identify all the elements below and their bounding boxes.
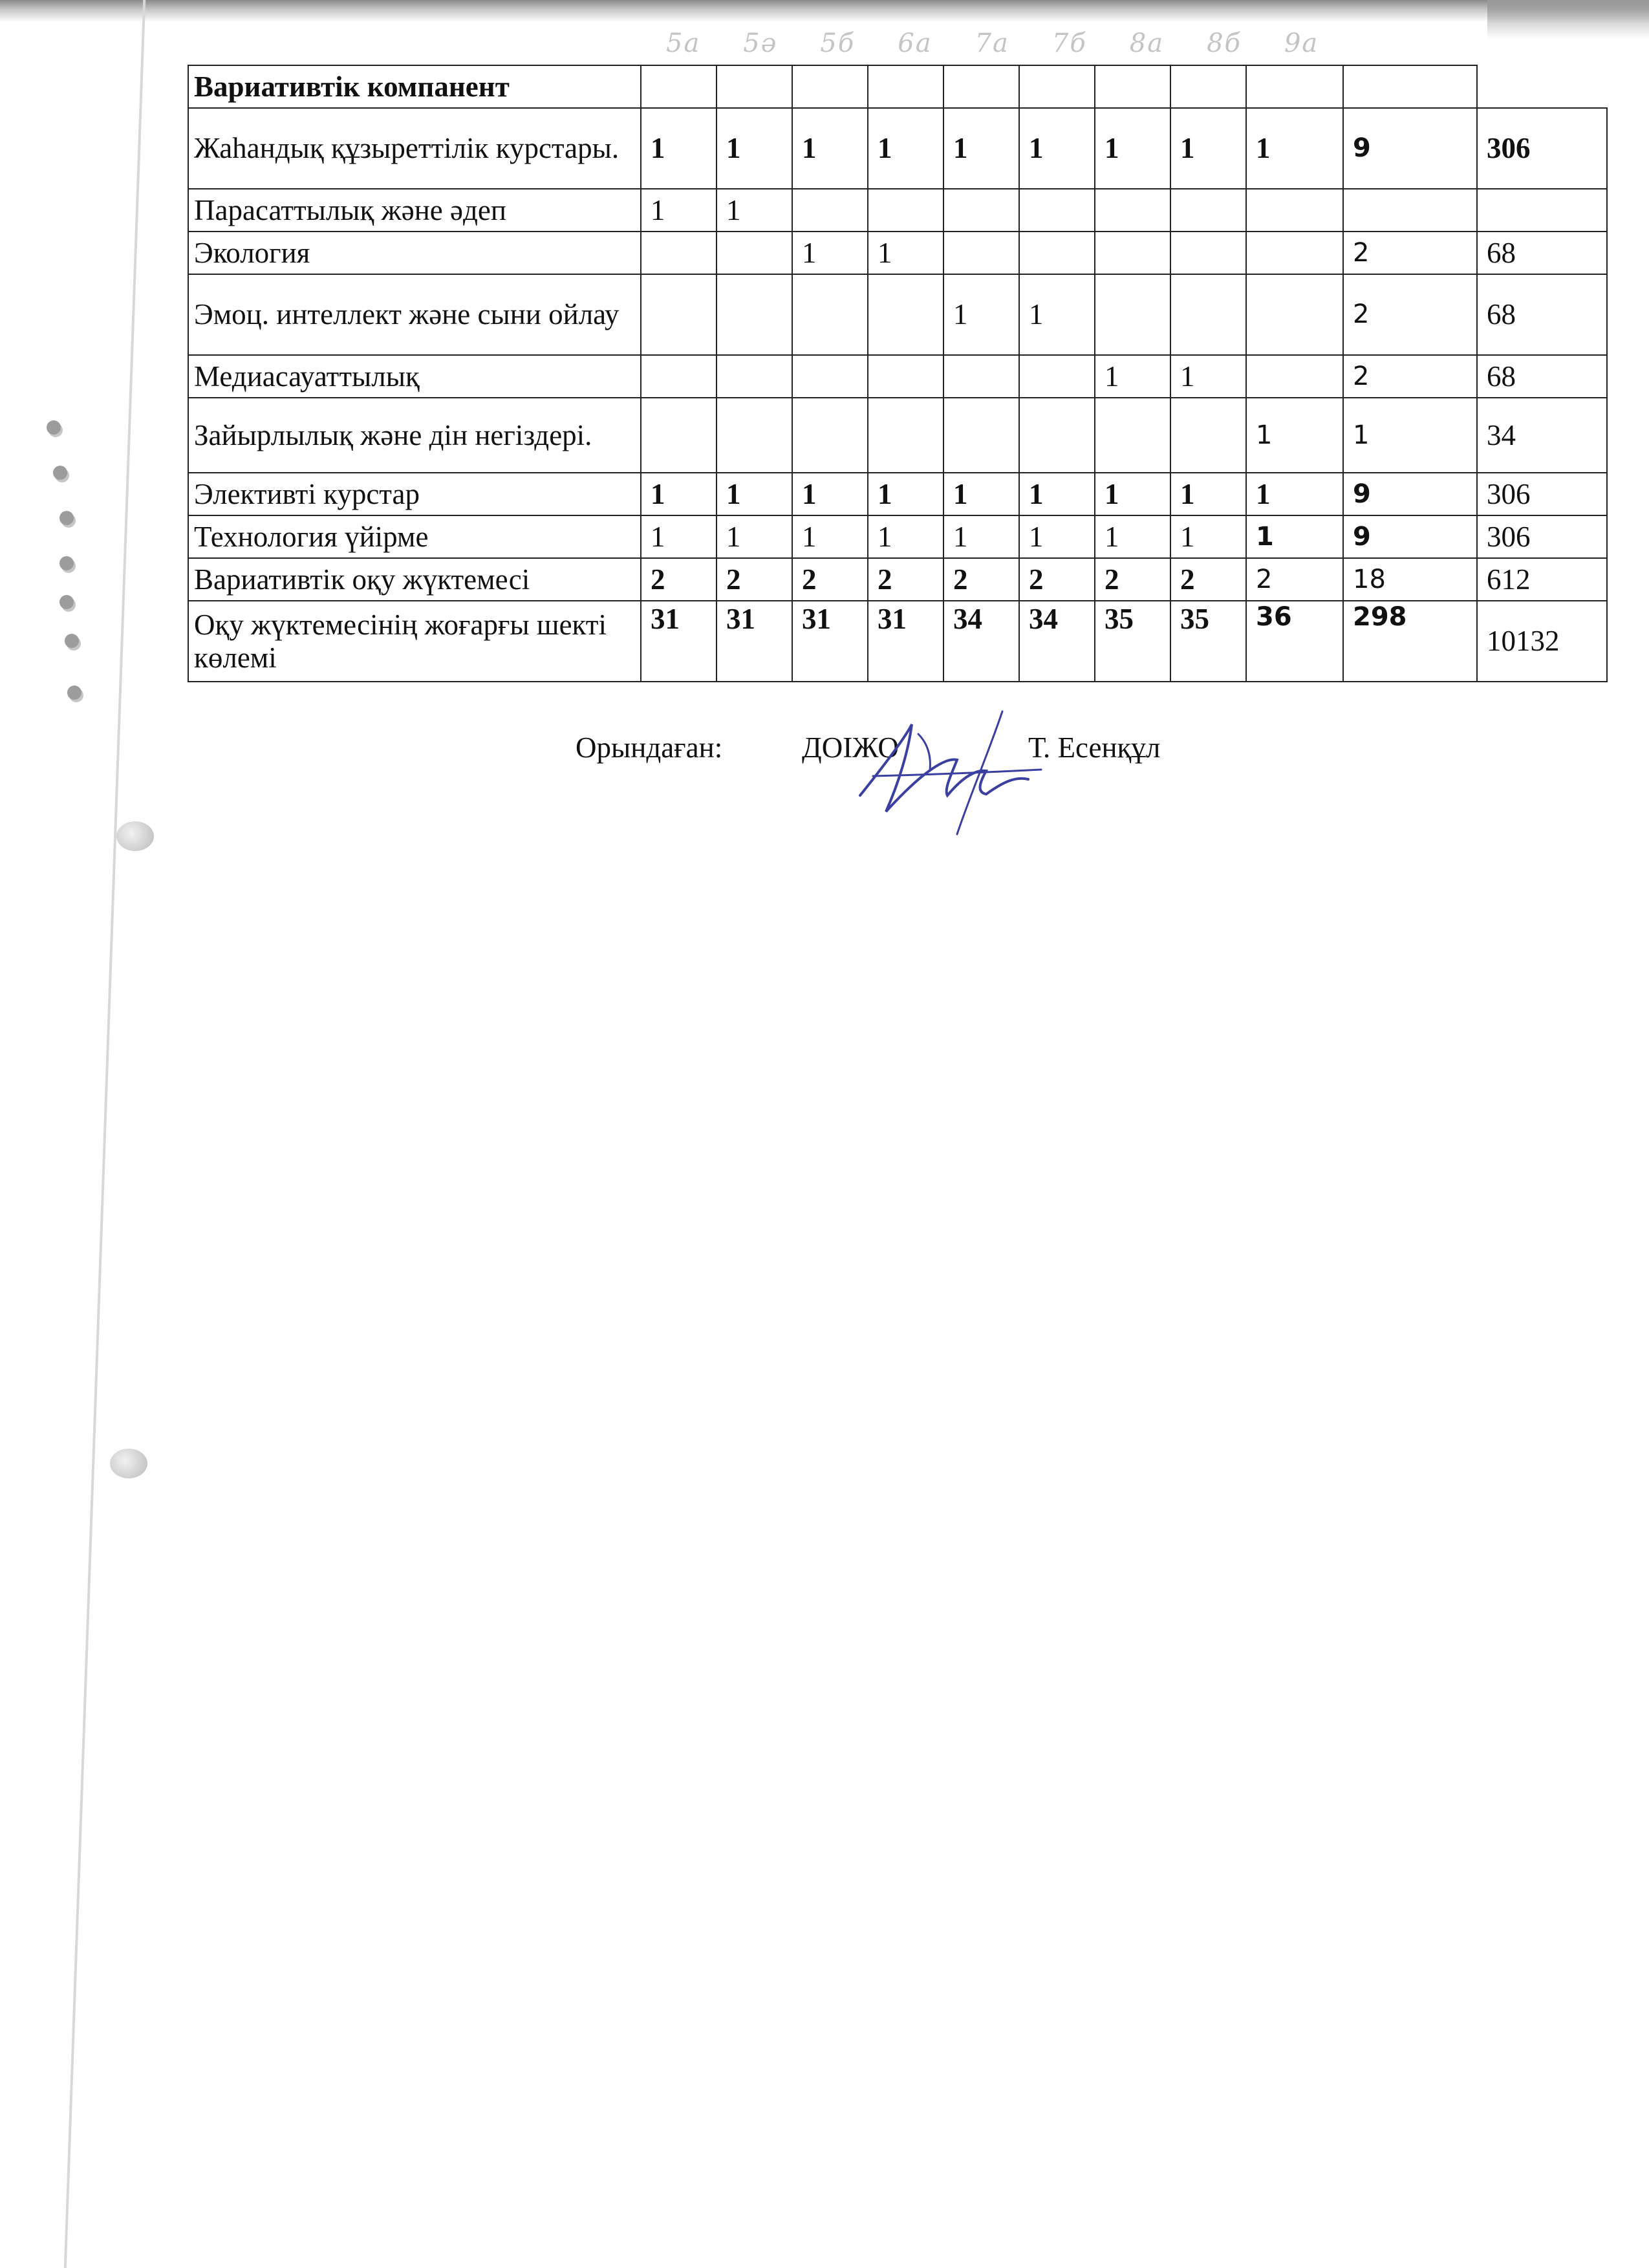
cell-value: [792, 398, 868, 473]
cell-total: 9: [1343, 473, 1477, 515]
cell-value: 1: [641, 108, 717, 189]
cell-value: 1: [943, 274, 1019, 355]
cell-value: 2: [1246, 558, 1343, 601]
cell-hours: 612: [1477, 558, 1607, 601]
table-row: [188, 189, 1607, 232]
cell-value: 35: [1170, 601, 1246, 682]
cell-value: [868, 355, 943, 398]
cell-value: 2: [792, 558, 868, 601]
cell-value: [792, 355, 868, 398]
cell-value: [1246, 274, 1343, 355]
row-label: Экология: [188, 232, 641, 274]
cell-total: [1343, 189, 1477, 232]
cell-value: [1095, 398, 1170, 473]
cell-value: 1: [868, 232, 943, 274]
cell-value: 2: [1170, 558, 1246, 601]
cell-value: 1: [868, 473, 943, 515]
cell-value: [1246, 355, 1343, 398]
signature-label: Орындаған:: [576, 731, 723, 764]
cell-value: [1095, 189, 1170, 232]
scan-shadow-corner: [1487, 0, 1649, 39]
cell-value: [1170, 232, 1246, 274]
cell-value: 31: [717, 601, 792, 682]
cell-value: [943, 398, 1019, 473]
row-label: Оқу жүктемесінің жоғарғы шекті көлемі: [188, 601, 641, 682]
cell-value: 2: [868, 558, 943, 601]
cell-value: [641, 398, 717, 473]
cell-value: 1: [1019, 473, 1095, 515]
cell-value: 1: [641, 189, 717, 232]
cell-value: 1: [1246, 515, 1343, 558]
cell-value: 1: [1019, 515, 1095, 558]
cell-value: [1019, 355, 1095, 398]
cell-value: 1: [1246, 108, 1343, 189]
cell-value: [792, 189, 868, 232]
cell-value: [1095, 274, 1170, 355]
cell-value: 1: [868, 108, 943, 189]
table-row: [188, 515, 1607, 558]
row-label: Парасаттылық және әдеп: [188, 189, 641, 232]
cell-value: 2: [1095, 558, 1170, 601]
cell-value: 1: [641, 515, 717, 558]
cell-value: [641, 355, 717, 398]
cell-total: 2: [1343, 274, 1477, 355]
binder-hole: [59, 511, 74, 525]
row-label: Зайырлылық және дін негіздері.: [188, 398, 641, 473]
cell-value: 34: [1019, 601, 1095, 682]
table-row: [188, 601, 1607, 682]
punch-hole: [116, 821, 154, 851]
cell-value: 1: [717, 515, 792, 558]
cell-value: 2: [943, 558, 1019, 601]
cell-value: 1: [868, 515, 943, 558]
cell-hours: 68: [1477, 274, 1607, 355]
cell-total: 9: [1343, 108, 1477, 189]
table-row: [188, 232, 1607, 274]
cell-hours: 34: [1477, 398, 1607, 473]
binder-hole: [59, 556, 74, 570]
cell-total: 2: [1343, 355, 1477, 398]
cell-value: 1: [1019, 108, 1095, 189]
cell-value: 36: [1246, 601, 1343, 682]
cell-value: [868, 189, 943, 232]
cell-value: 1: [943, 515, 1019, 558]
cell-value: [717, 355, 792, 398]
cell-value: [1019, 232, 1095, 274]
binder-hole: [59, 595, 74, 609]
table-row: [188, 473, 1607, 515]
cell-value: 1: [943, 108, 1019, 189]
cell-value: 1: [1019, 274, 1095, 355]
cell-value: 34: [943, 601, 1019, 682]
cell-value: 31: [641, 601, 717, 682]
cell-value: [868, 274, 943, 355]
cell-total: 1: [1343, 398, 1477, 473]
cell-value: [1170, 189, 1246, 232]
cell-value: [1170, 398, 1246, 473]
cell-value: 31: [792, 601, 868, 682]
cell-value: 1: [1095, 515, 1170, 558]
table-row: [188, 274, 1607, 355]
cell-value: [1019, 398, 1095, 473]
cell-total: 18: [1343, 558, 1477, 601]
scan-shadow-top: [0, 0, 1649, 22]
cell-value: 1: [717, 473, 792, 515]
hand-label: 5б: [820, 28, 856, 58]
signature-organization: ДОІЖО: [802, 731, 899, 764]
cell-value: 2: [717, 558, 792, 601]
binder-hole: [47, 420, 61, 435]
cell-value: 1: [792, 232, 868, 274]
cell-total: 9: [1343, 515, 1477, 558]
cell-value: 1: [717, 189, 792, 232]
cell-value: [717, 232, 792, 274]
hand-label: 8а: [1129, 28, 1165, 58]
hand-label: 5ә: [743, 28, 778, 58]
cell-value: 2: [1019, 558, 1095, 601]
cell-value: 1: [717, 108, 792, 189]
hand-label: 6а: [898, 28, 932, 58]
cell-value: [943, 232, 1019, 274]
hand-label: 9а: [1284, 28, 1319, 58]
cell-total: 298: [1343, 601, 1477, 682]
table-header-row: [188, 65, 1607, 108]
cell-value: 1: [641, 473, 717, 515]
cell-value: 1: [943, 473, 1019, 515]
cell-hours: [1477, 189, 1607, 232]
signature-name: Т. Есенқұл: [1028, 731, 1161, 764]
handwritten-class-labels: [666, 28, 1361, 58]
cell-value: [1246, 232, 1343, 274]
cell-hours: 10132: [1477, 601, 1607, 682]
cell-hours: 68: [1477, 355, 1607, 398]
cell-hours: 306: [1477, 473, 1607, 515]
hand-label: 8б: [1207, 28, 1242, 58]
cell-value: 1: [1246, 473, 1343, 515]
curriculum-table: [188, 65, 1608, 682]
cell-value: [943, 189, 1019, 232]
hand-label: 5а: [666, 28, 701, 58]
table-header-title: Вариативтік компанент: [188, 65, 641, 108]
cell-value: 1: [792, 515, 868, 558]
cell-value: 31: [868, 601, 943, 682]
cell-value: 1: [1170, 515, 1246, 558]
table-row: [188, 558, 1607, 601]
cell-value: 35: [1095, 601, 1170, 682]
cell-value: 1: [1246, 398, 1343, 473]
cell-hours: 306: [1477, 108, 1607, 189]
cell-value: 1: [1170, 355, 1246, 398]
row-label: Медиасауаттылық: [188, 355, 641, 398]
binder-hole: [65, 634, 79, 648]
punch-hole: [110, 1449, 147, 1478]
table-row: [188, 108, 1607, 189]
folded-page-edge: [0, 0, 146, 2268]
cell-value: 1: [792, 473, 868, 515]
cell-value: 1: [792, 108, 868, 189]
cell-value: 1: [1095, 355, 1170, 398]
cell-value: [1246, 189, 1343, 232]
row-label: Жаһандық құзыреттілік курстары.: [188, 108, 641, 189]
cell-value: [1170, 274, 1246, 355]
cell-value: [1095, 232, 1170, 274]
cell-value: [717, 274, 792, 355]
cell-hours: 68: [1477, 232, 1607, 274]
cell-value: [641, 274, 717, 355]
cell-value: 1: [1170, 473, 1246, 515]
cell-value: 2: [641, 558, 717, 601]
cell-value: [1019, 189, 1095, 232]
table-row: [188, 398, 1607, 473]
table-row: [188, 355, 1607, 398]
cell-value: 1: [1095, 108, 1170, 189]
cell-total: 2: [1343, 232, 1477, 274]
row-label: Вариативтік оқу жүктемесі: [188, 558, 641, 601]
cell-hours: 306: [1477, 515, 1607, 558]
hand-label: 7а: [975, 28, 1009, 58]
row-label: Эмоц. интеллект және сыни ойлау: [188, 274, 641, 355]
row-label: Элективті курстар: [188, 473, 641, 515]
row-label: Технология үйірме: [188, 515, 641, 558]
cell-value: 1: [1170, 108, 1246, 189]
binder-hole: [67, 686, 81, 700]
cell-value: [943, 355, 1019, 398]
handwritten-signature: [847, 698, 1067, 841]
cell-value: [792, 274, 868, 355]
binder-hole: [53, 466, 67, 480]
cell-value: [717, 398, 792, 473]
cell-value: [641, 232, 717, 274]
cell-value: [868, 398, 943, 473]
cell-value: 1: [1095, 473, 1170, 515]
hand-label: 7б: [1051, 28, 1087, 58]
